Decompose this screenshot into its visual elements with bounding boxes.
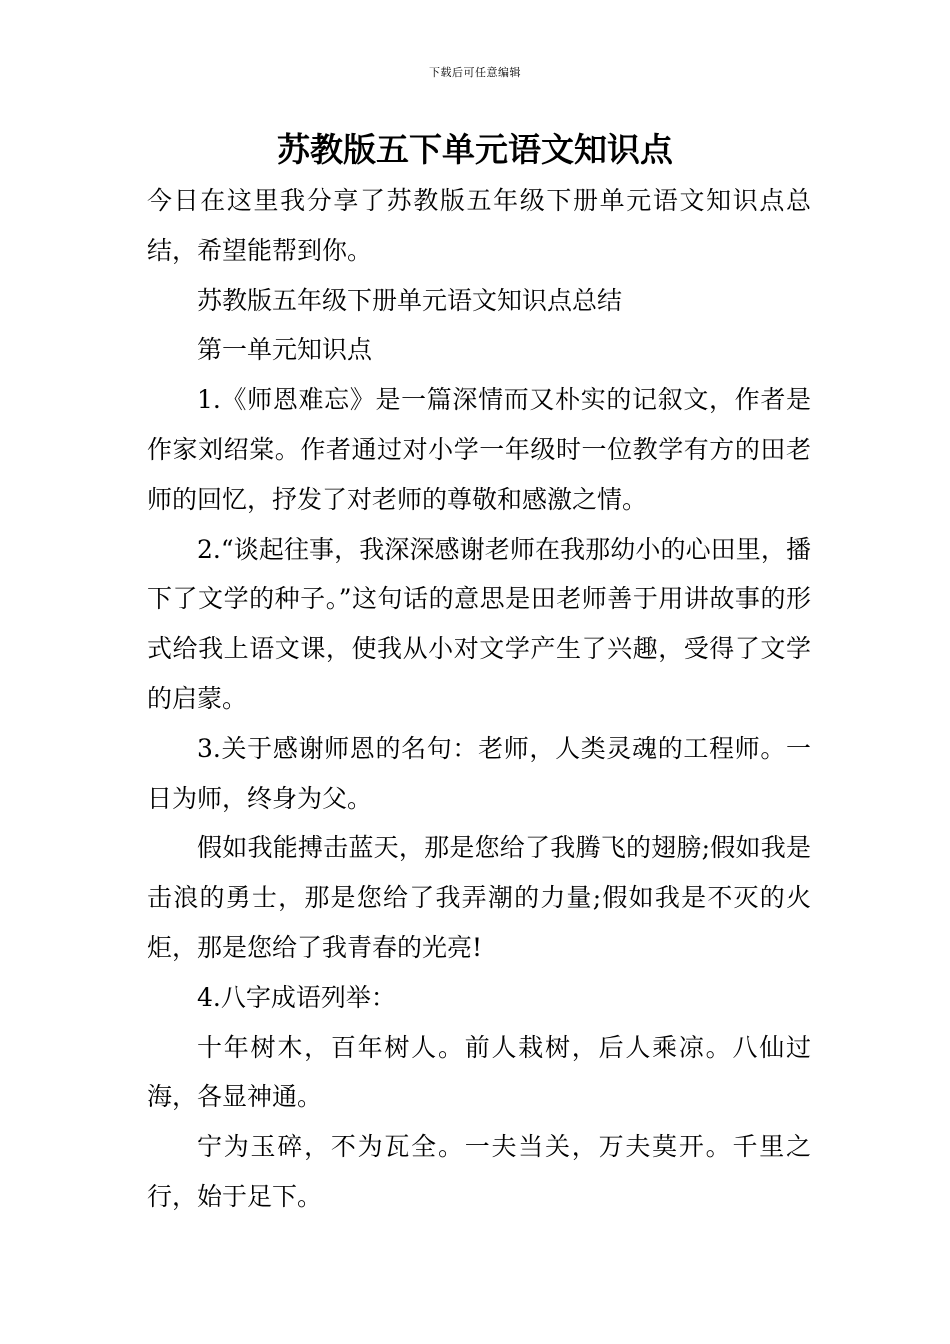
point-2-paragraph: 2.“谈起往事，我深深感谢老师在我那幼小的心田里，播下了文学的种子。”这句话的意思是田老师善于用讲故事的形式给我上语文课，使我从小对文学产生了兴趣，受得了文学的启蒙。	[147, 534, 811, 713]
point-3-paragraph: 3.关于感谢师恩的名句：老师，人类灵魂的工程师。一日为师，终身为父。	[147, 733, 811, 813]
intro-paragraph: 今日在这里我分享了苏教版五年级下册单元语文知识点总结，希望能帮到你。	[147, 186, 811, 265]
header-note: 下载后可任意编辑	[429, 66, 521, 79]
document-body	[147, 176, 811, 1222]
unit-heading: 第一单元知识点	[197, 335, 373, 365]
quote-paragraph: 假如我能搏击蓝天，那是您给了我腾飞的翅膀;假如我是击浪的勇士，那是您给了我弄潮的力量;假如我是不灭的火炬，那是您给了我青春的光亮!	[147, 833, 811, 962]
summary-heading: 苏教版五年级下册单元语文知识点总结	[197, 285, 623, 315]
point-1-paragraph: 1.《师恩难忘》是一篇深情而又朴实的记叙文，作者是作家刘绍棠。作者通过对小学一年级时一位教学有方的田老师的回忆，抒发了对老师的尊敬和感激之情。	[147, 385, 811, 514]
point-4-paragraph: 4.八字成语列举：	[197, 982, 396, 1012]
document-title: 苏教版五下单元语文知识点	[277, 130, 673, 169]
idioms-paragraph-1: 十年树木，百年树人。前人栽树，后人乘凉。八仙过海，各显神通。	[147, 1032, 811, 1112]
idioms-paragraph-2: 宁为玉碎，不为瓦全。一夫当关，万夫莫开。千里之行，始于足下。	[147, 1132, 811, 1211]
